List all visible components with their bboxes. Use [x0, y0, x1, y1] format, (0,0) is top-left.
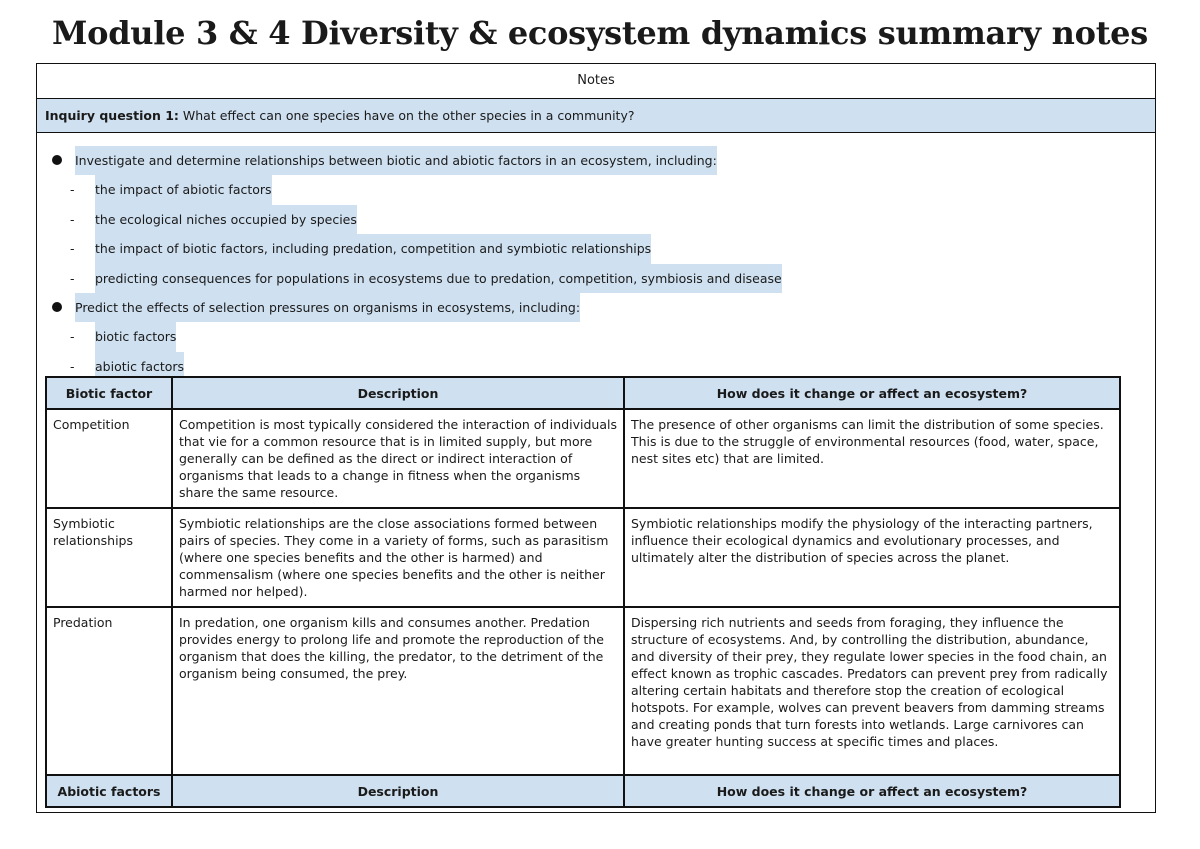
bullet-icon	[52, 155, 62, 165]
header-abiotic-factors: Abiotic factors	[46, 775, 172, 807]
outcome-text: abiotic factors	[95, 352, 184, 381]
header-description: Description	[172, 775, 624, 807]
inquiry-label: Inquiry question 1:	[45, 108, 179, 123]
dash-marker: -	[70, 182, 75, 198]
table-header-row	[46, 377, 1120, 409]
outcome-text: Investigate and determine relationships between biotic and abiotic factors in an ecosystem, including:	[75, 146, 717, 175]
outcome-text: predicting consequences for populations in ecosystems due to predation, competition, symbiosis and disease	[95, 264, 782, 293]
page-title: Module 3 & 4 Diversity & ecosystem dynamics summary notes	[52, 14, 1148, 52]
biotic-factors-table	[45, 376, 1121, 808]
outcome-text: the ecological niches occupied by species	[95, 205, 357, 234]
cell-effect: Dispersing rich nutrients and seeds from foraging, they influence the structure of ecosystems. And, by controlling the distribution, abundance, and diversity of their prey, they regulate lower species in the food chain, an effect known as trophic cascades. Predators can prevent prey from radically altering certain habitats and therefore stop the creation of ecological hotspots. For example, wolves can prevent beavers from damming streams and creating ponds that turn forests into wetlands. Large carnivores can have greater hunting success at specific times and places.	[624, 607, 1120, 775]
dash-marker: -	[70, 270, 75, 286]
cell-factor: Competition	[46, 409, 172, 508]
outcome-text: Predict the effects of selection pressures on organisms in ecosystems, including:	[75, 293, 580, 322]
dash-marker: -	[70, 329, 75, 345]
inquiry-question	[37, 99, 1155, 133]
header-biotic-factor: Biotic factor	[46, 377, 172, 409]
cell-effect: The presence of other organisms can limit the distribution of some species. This is due to the struggle of environmental resources (food, water, space, nest sites etc) that are limited.	[624, 409, 1120, 508]
dash-marker: -	[70, 241, 75, 257]
header-effect: How does it change or affect an ecosystem?	[624, 377, 1120, 409]
table-row	[46, 409, 1120, 508]
bullet-icon	[52, 302, 62, 312]
cell-factor: Predation	[46, 607, 172, 775]
dash-marker: -	[70, 358, 75, 374]
outcome-text: the impact of biotic factors, including predation, competition and symbiotic relationships	[95, 234, 651, 263]
outcome-text: biotic factors	[95, 322, 176, 351]
notes-header: Notes	[37, 64, 1155, 99]
cell-description: Competition is most typically considered the interaction of individuals that vie for a common resource that is in limited supply, but more generally can be defined as the direct or indirect interaction of organisms that leads to a change in fitness when the organisms share the same resource.	[172, 409, 624, 508]
dash-marker: -	[70, 211, 75, 227]
cell-description: In predation, one organism kills and consumes another. Predation provides energy to prolong life and promote the reproduction of the organism that does the killing, the predator, to the detriment of the organism being consumed, the prey.	[172, 607, 624, 775]
cell-description: Symbiotic relationships are the close associations formed between pairs of species. They come in a variety of forms, such as parasitism (where one species benefits and the other is harmed) and commensalism (where one species benefits and the other is neither harmed nor helped).	[172, 508, 624, 607]
table-row	[46, 508, 1120, 607]
notes-frame	[36, 63, 1156, 813]
cell-effect: Symbiotic relationships modify the physiology of the interacting partners, influence their ecological dynamics and evolutionary processes, and ultimately alter the distribution of species across the planet.	[624, 508, 1120, 607]
header-description: Description	[172, 377, 624, 409]
abiotic-header-row	[46, 775, 1120, 807]
inquiry-text: What effect can one species have on the other species in a community?	[178, 108, 635, 123]
table-row	[46, 607, 1120, 775]
cell-factor: Symbiotic relationships	[46, 508, 172, 607]
header-effect: How does it change or affect an ecosystem?	[624, 775, 1120, 807]
outcome-text: the impact of abiotic factors	[95, 175, 272, 204]
